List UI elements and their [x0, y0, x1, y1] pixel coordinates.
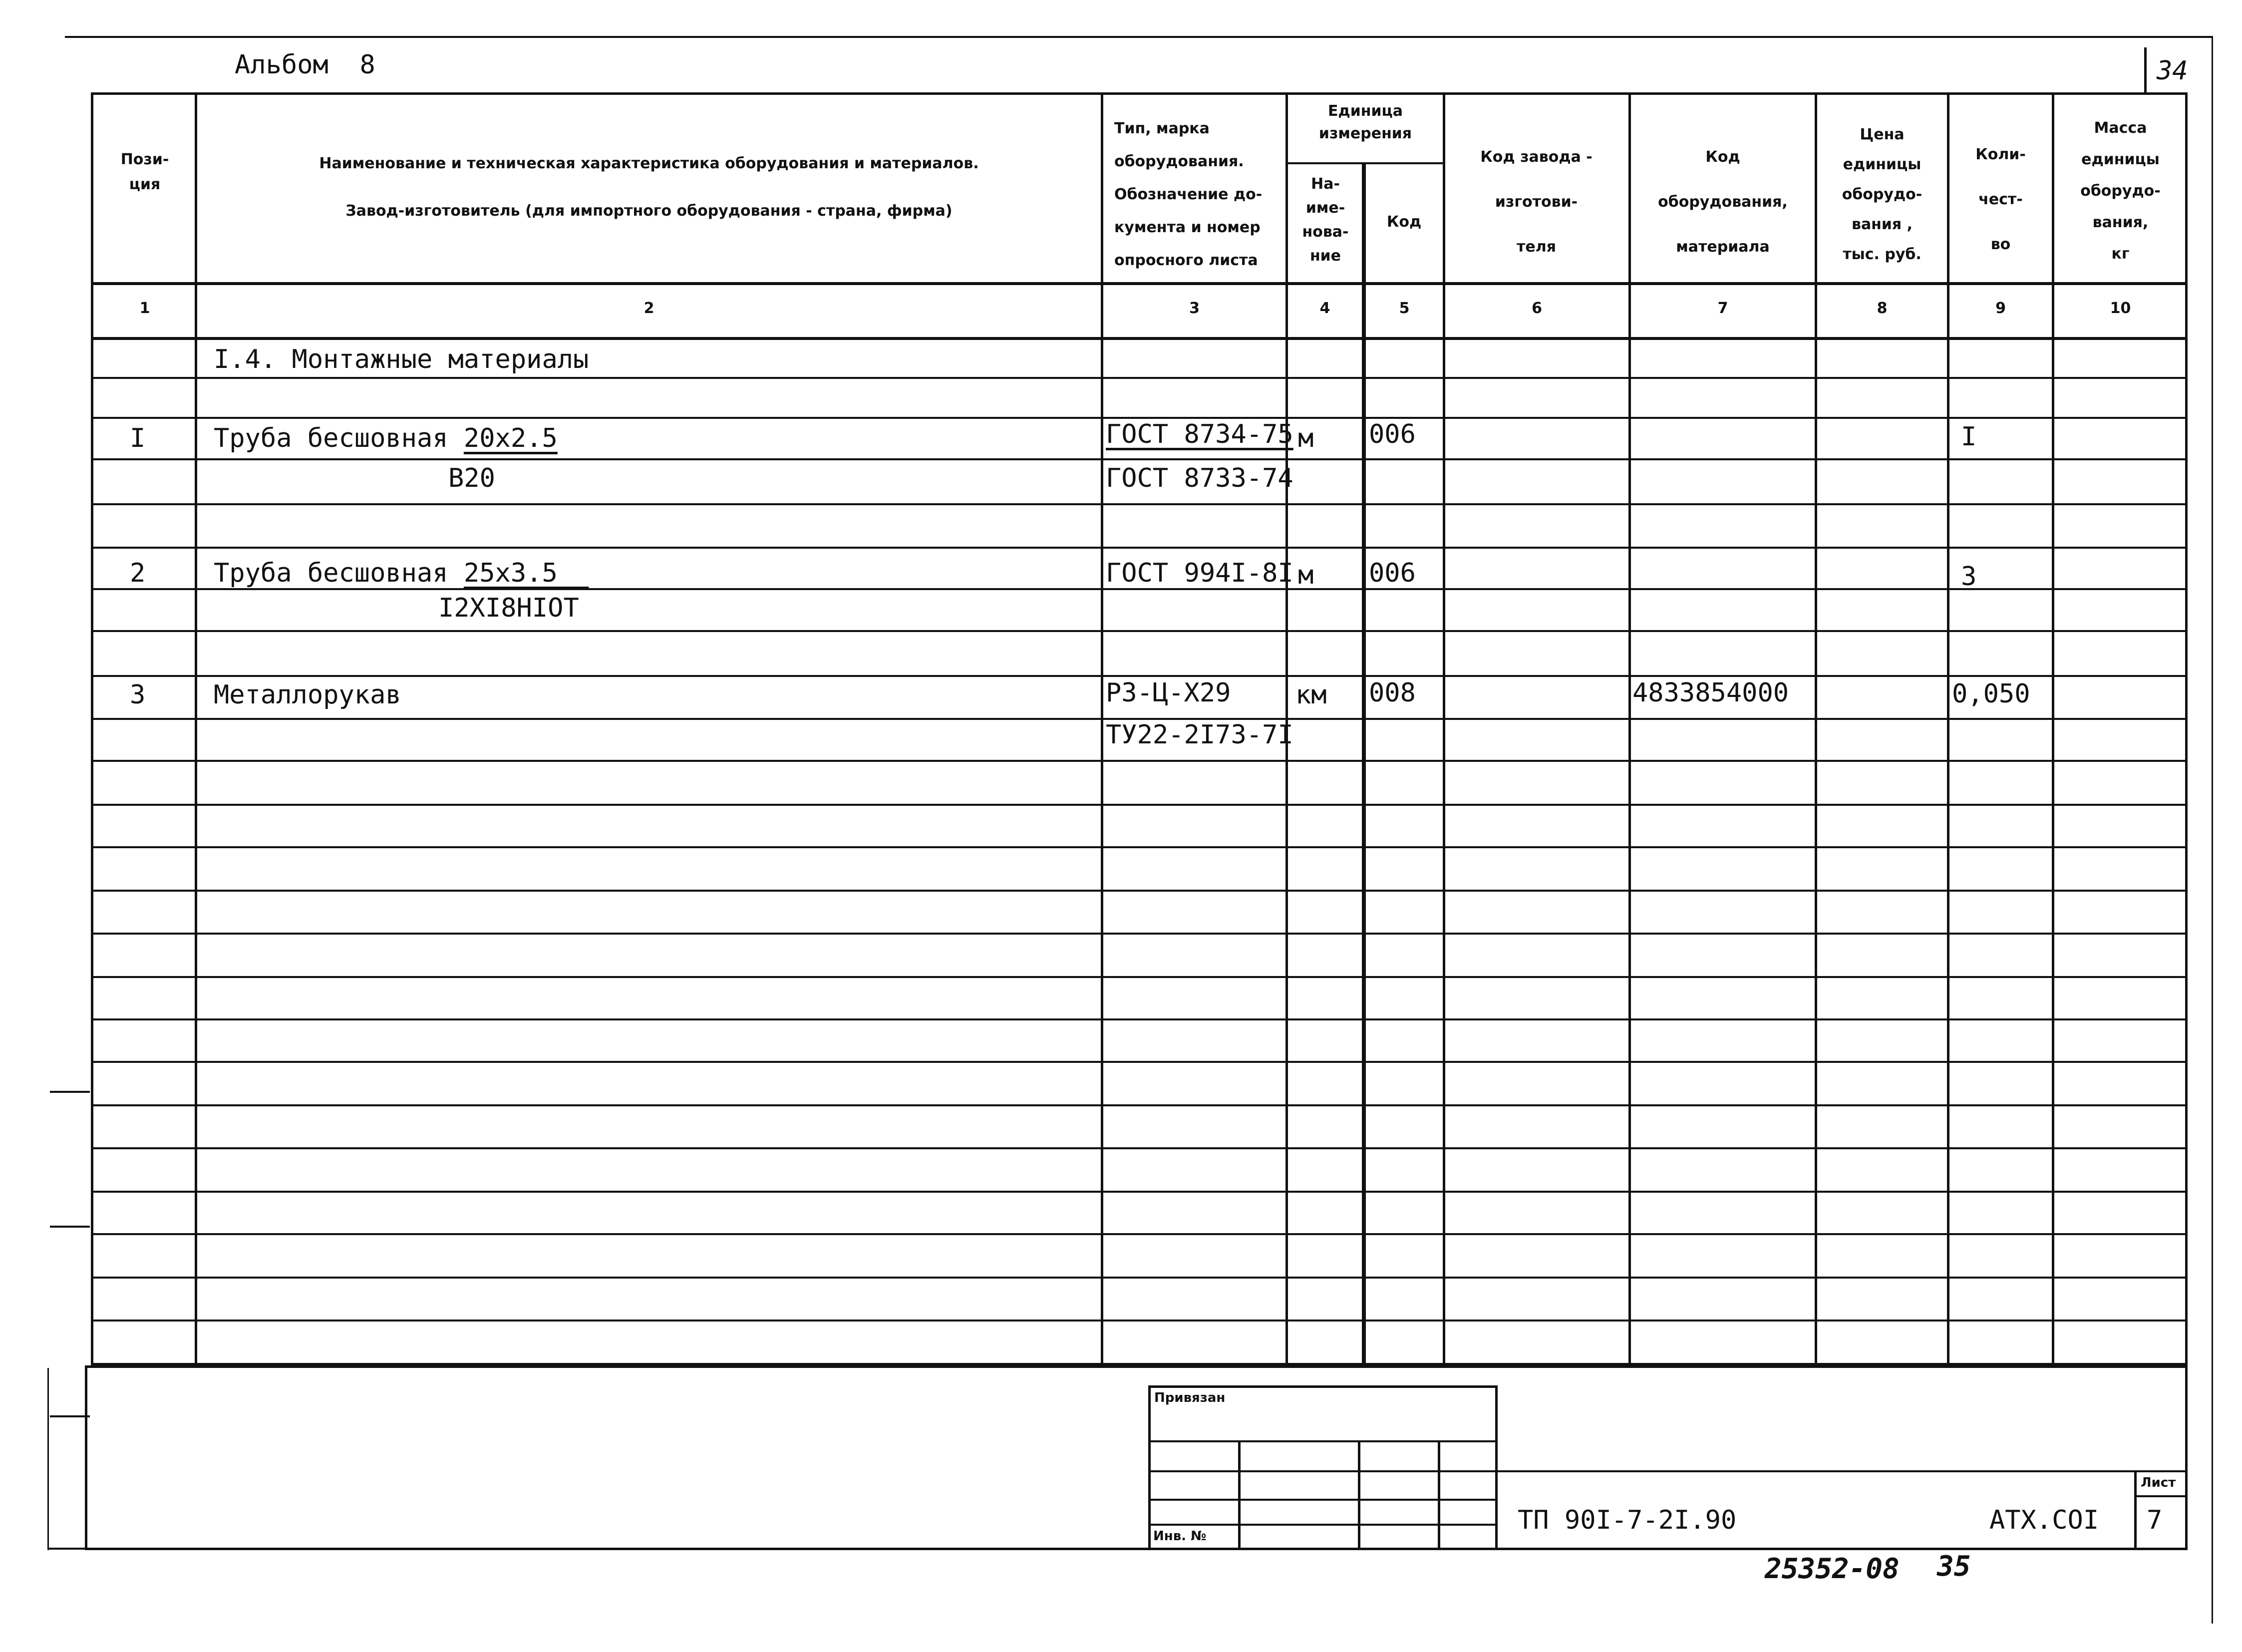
col-number-1: 1 [139, 300, 150, 317]
col-number-7: 7 [1717, 300, 1728, 317]
title-block-top-line [1498, 1470, 2188, 1472]
row-1-subname: B20 [448, 463, 495, 493]
header-unit-group: Единица измерения [1318, 102, 1412, 142]
row-1-quantity: I [1961, 422, 1977, 452]
col-number-6: 6 [1532, 300, 1542, 317]
row-2-doc-1: ГОСТ 994I-8I [1106, 558, 1293, 588]
stamp-col-3 [1438, 1440, 1440, 1550]
row-1-doc-1: ГОСТ 8734-75 [1106, 419, 1293, 449]
col-number-3: 3 [1189, 300, 1200, 317]
col-number-2: 2 [643, 300, 654, 317]
corner-box-left [2144, 47, 2147, 95]
sheet-label: Лист [2141, 1475, 2176, 1490]
row-rule-line [91, 547, 2188, 549]
row-1-doc-2: ГОСТ 8733-74 [1106, 463, 1293, 493]
row-1-unit-code: 006 [1369, 419, 1416, 449]
row-rule-line [91, 503, 2188, 505]
bottom-stamp-frame [85, 1365, 2188, 1550]
doc-code: ATX.COI [1989, 1505, 2099, 1535]
right-edge-line [2212, 36, 2213, 1624]
row-rule-line [91, 846, 2188, 848]
left-margin-vertical [47, 1368, 49, 1550]
row-rule-line [91, 417, 2188, 419]
col-line-7 [1815, 92, 1817, 1365]
col-line-6 [1628, 92, 1631, 1365]
linked-label: Привязан [1154, 1390, 1226, 1405]
doc-number: ТП 90I-7-2I.90 [1518, 1505, 1737, 1535]
row-rule-line [91, 1191, 2188, 1193]
header-mass: Масса единицы оборудо- вания, кг [2080, 119, 2161, 263]
header-unit-code: Код [1386, 213, 1422, 231]
stamp-col-2 [1358, 1440, 1360, 1550]
row-rule-line [91, 1233, 2188, 1235]
col-number-9: 9 [1995, 300, 2006, 317]
header-name: Наименование и техническая характеристика оборудования и материалов. Завод-изготовитель (для импортного оборудования - страна, фирма) [319, 155, 979, 220]
col-line-1 [195, 92, 197, 1365]
header-type: Тип, марка оборудования. Обозначение до- кумента и номер опросного листа [1114, 120, 1263, 269]
section-title: I.4. Монтажные материалы [214, 344, 589, 374]
row-rule-line [91, 1147, 2188, 1149]
margin-tick-2 [50, 1226, 90, 1228]
row-3-unit: км [1295, 680, 1327, 710]
row-3-doc-2: ТУ22-2I73-7I [1106, 720, 1293, 750]
col-number-4: 4 [1319, 300, 1330, 317]
row-rule-line [91, 630, 2188, 632]
stamp-line-3 [1148, 1499, 1498, 1501]
header-position: Пози- ция [120, 151, 169, 193]
sheet-corner-number: 34 [2157, 56, 2188, 86]
header-unit-name: На- име- нова- ние [1302, 175, 1349, 265]
row-3-name: Металлорукав [214, 680, 401, 710]
row-3-unit-code: 008 [1369, 678, 1416, 708]
row-2-position: 2 [130, 558, 146, 588]
inv-label: Инв. № [1153, 1529, 1207, 1544]
header-price: Цена единицы оборудо- вания , тыс. руб. [1842, 126, 1922, 263]
row-3-doc-1: Р3-Ц-X29 [1106, 678, 1231, 708]
col-line-9 [2052, 92, 2054, 1365]
row-rule-line [91, 675, 2188, 677]
row-rule-line [91, 1104, 2188, 1106]
col-number-5: 5 [1399, 300, 1410, 317]
margin-tick-3 [50, 1415, 90, 1417]
col-line-5 [1443, 92, 1445, 1365]
row-1-name: Труба бесшовная 20x2.5 [214, 423, 558, 453]
margin-tick-1 [50, 1091, 90, 1093]
col-line-8 [1947, 92, 1949, 1365]
row-2-unit: м [1298, 560, 1314, 590]
row-3-position: 3 [130, 680, 146, 710]
row-1-unit: м [1298, 423, 1314, 453]
top-border-line [65, 36, 2212, 38]
row-rule-line [91, 458, 2188, 460]
row-3-equipment-code: 4833854000 [1632, 678, 1789, 708]
row-rule-line [91, 1018, 2188, 1020]
row-rule-line [91, 1277, 2188, 1279]
row-2-subname: I2XI8HIOT [438, 593, 579, 623]
header-equipment-code: Код оборудования, материала [1658, 148, 1788, 256]
row-2-unit-code: 006 [1369, 558, 1416, 588]
numbers-bottom-line [91, 337, 2188, 340]
row-rule-line [91, 760, 2188, 762]
row-rule-line [91, 588, 2188, 590]
header-bottom-line [91, 282, 2188, 285]
row-rule-line [91, 933, 2188, 935]
left-margin-line [47, 1548, 92, 1550]
stamp-line-2 [1148, 1470, 1498, 1472]
row-2-name: Труба бесшовная 25x3.5__ [214, 558, 589, 588]
row-rule-line [91, 1061, 2188, 1063]
row-rule-line [91, 976, 2188, 978]
header-factory-code: Код завода - изготови- теля [1480, 148, 1593, 256]
row-rule-line [91, 1320, 2188, 1322]
row-rule-line [91, 804, 2188, 806]
row-rule-line [91, 377, 2188, 379]
col-line-2 [1101, 92, 1103, 1365]
col-number-10: 10 [2110, 300, 2131, 317]
handwritten-page: 35 [1937, 1550, 1971, 1583]
row-1-position: I [130, 423, 146, 453]
col-line-4 [1362, 162, 1366, 1365]
row-3-quantity: 0,050 [1952, 679, 2030, 709]
row-2-quantity: 3 [1961, 562, 1977, 592]
stamp-col-1 [1238, 1440, 1241, 1550]
header-quantity: Коли- чест- во [1975, 146, 2026, 253]
stamp-line-1 [1148, 1440, 1498, 1442]
handwritten-code: 25352-08 [1765, 1553, 1900, 1585]
stamp-line-4 [1148, 1524, 1498, 1526]
album-label: Альбом 8 [235, 50, 375, 80]
sheet-box-divider [2134, 1495, 2188, 1497]
col-number-8: 8 [1877, 300, 1888, 317]
sheet-box-left [2134, 1470, 2137, 1550]
sheet-number: 7 [2147, 1505, 2163, 1535]
row-rule-line [91, 890, 2188, 892]
